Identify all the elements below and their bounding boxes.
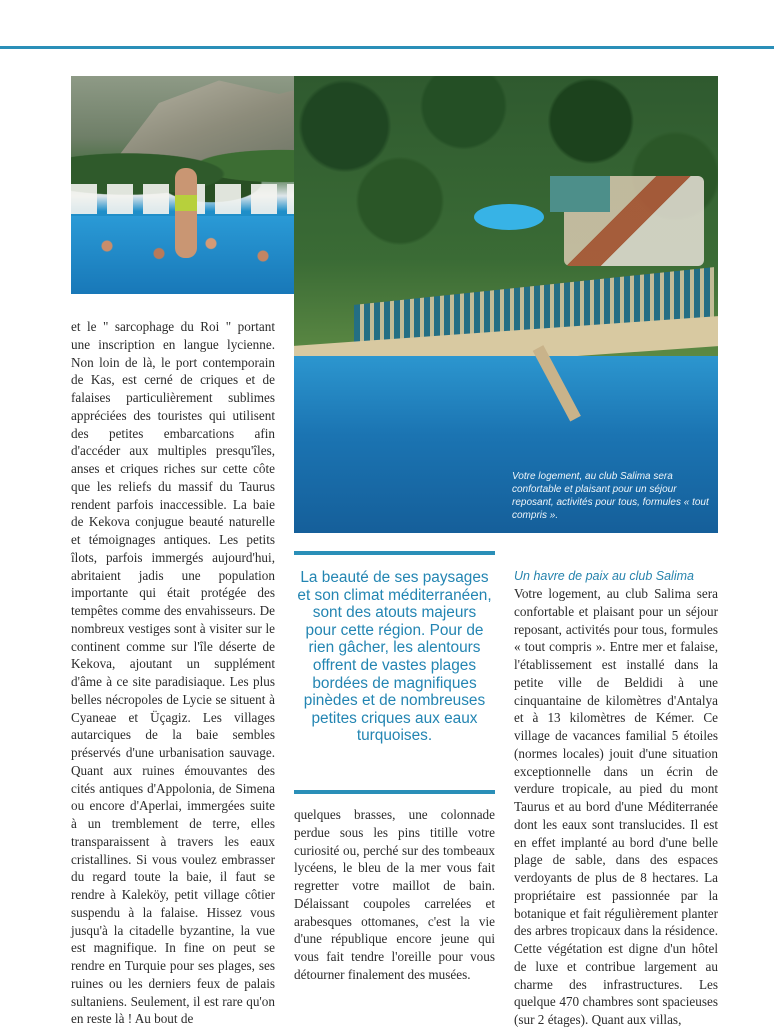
paragraph: et le " sarcophage du Roi " portant une inscription en langue lycienne. Non loin de là, le port contemporain de Kas, est cerné de criques et de falaises particulièrement sublimes appréciées des touristes qui utilisent des petites embarcations afin d'accéder aux multiples presqu'îles, anses et criques riches sur cette côte que les reliefs du massif du Taurus rendent parfois inaccessible. La baie de Kekova conjugue beauté naturelle et témoignages antiques. Les petits îlots, parfois immergés aujourd'hui, abritaient jadis une population importante qui était protégée des tempêtes comme des envahisseurs. De nombreux vestiges sont à visiter sur le continent comme sur l'île déserte de Kekova, ajoutant un supplément d'âme à ce site paradisiaque. Les plus belles nécropoles de Lycie se situent à Cyaneae et Üçagiz. Les villages autarciques de la baie sembles préservés d'une urbanisation sauvage. Quant aux ruines émouvantes des cités antiques d'Appolonia, de Simena ou encore d'Aperlai, immergées suite à un tremblement de terre, elles transparaissent à travers les eaux cristallines. Si vous voulez embrasser du regard toute la baie, il faut se rendre à Kaleköy, petit village côtier suspendu à la falaise. Hissez vous jusqu'à la citadelle byzantine, la vue est magnifique. In fine on peut se rendre en Turquie pour ses plages, ses ruines ou les derniers feux de palais sultaniens. Seulement, il est rare qu'on en reste là ! Au bout de bbox=[71, 319, 275, 1027]
resort-pool bbox=[474, 204, 544, 230]
pull-quote-rule-top bbox=[294, 551, 495, 555]
aquagym-instructor bbox=[175, 168, 197, 258]
article-column-right bbox=[514, 567, 718, 1029]
pull-quote: La beauté de ses paysages et son climat méditerranéen, sont des atouts majeurs pour cette région. Pour de rien gâcher, les alentours offrent de vastes plages bordées de magnifiques pinèdes et de nombreuses petites criques aux eaux turquoises. bbox=[297, 569, 492, 745]
pull-quote-rule-bottom bbox=[294, 790, 495, 794]
photo-caption: Votre logement, au club Salima sera confortable et plaisant pour un séjour reposant, activités pour tous, formules « tout compris ». bbox=[512, 471, 709, 521]
paragraph: Votre logement, au club Salima sera confortable et plaisant pour un séjour reposant, activités pour tous, formules « tout compris ». Entre mer et falaise, l'établissement est installé dans la petite ville de Beldidi à une cinquantaine de kilomètres d'Antalya et à 13 kilomètres de Kémer. Ce village de vacances familial 5 étoiles (normes locales) jouit d'une situation exceptionnelle dans un écrin de verdure tropicale, au pied du mont Taurus et au bord d'une Méditerranée dont les eaux sont translucides. Il est en effet implanté au bord d'une belle plage de sable, dans des espaces verdoyants de plus de 8 hectares. La propriétaire est passionnée par la botanique et fait régulièrement planter des arbres tropicaux dans la résidence. Cette végétation est digne d'un hôtel de luxe et contribue largement au charme des infrastructures. Les quelque 470 chambres sont spacieuses (sur 2 étages). Quant aux villas, bbox=[514, 586, 718, 1027]
paragraph: quelques brasses, une colonnade perdue sous les pins titille votre curiosité ou, perché sur des tombeaux lycéens, le bleu de la mer vous fait regretter votre maillot de bain. Délaissant coupoles carrelées et arabesques ottomanes, c'est la vie d'une république encore jeune qui vous fait tendre l'oreille pour vous détourner finalement des musées. bbox=[294, 807, 495, 982]
header-rule bbox=[0, 46, 774, 49]
tennis-court bbox=[550, 176, 610, 212]
aerial-resort-photo bbox=[294, 76, 718, 533]
section-heading: Un havre de paix au club Salima bbox=[514, 569, 694, 583]
article-column-left bbox=[71, 318, 275, 1028]
article-column-middle bbox=[294, 806, 495, 984]
